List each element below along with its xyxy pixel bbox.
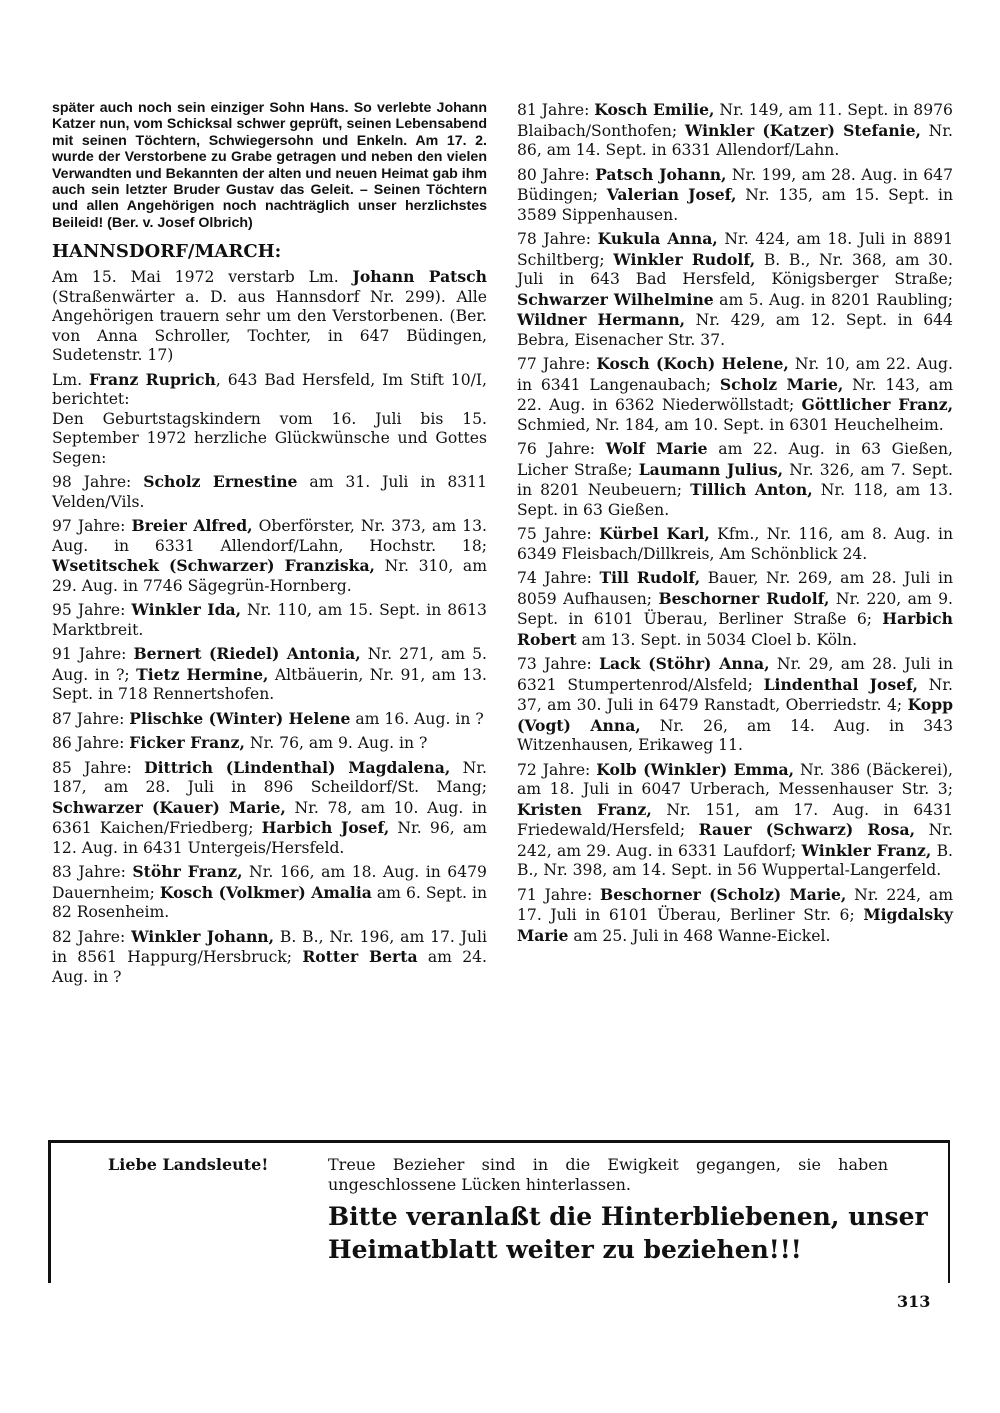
birthday-entry [52, 516, 487, 596]
person-name: Kosch (Volkmer) Amalia [159, 882, 372, 902]
entry-text: am 25. Juli in 468 Wanne-Eickel. [568, 926, 831, 945]
appeal-emphasis: Bitte veranlaßt die Hinterbliebenen, unser Heimatblatt weiter zu beziehen!!! [328, 1202, 928, 1264]
birthday-entry [517, 524, 953, 564]
entry-text: 73 Jahre: [517, 655, 600, 673]
person-name: Dittrich (Lindenthal) Magdalena, [144, 757, 451, 777]
greeting-paragraph: Den Geburtstagskindern vom 16. Juli bis 15. September 1972 herzliche Glückwünsche und Gottes Segen: [52, 409, 487, 467]
entry-text: am 22. Aug. in 63 Gießen, Licher Straße; [517, 440, 953, 479]
person-name: Winkler Ida, [131, 600, 242, 620]
obituary-name: Johann Patsch [352, 267, 487, 287]
birthday-entry [517, 439, 953, 520]
person-name: Wsetitschek (Schwarzer) Franziska, [52, 556, 375, 576]
entry-text: Nr. 151, am 17. Aug. in 6431 Friedewald/Hersfeld; [517, 800, 953, 839]
entry-text: Nr. 386 (Bäckerei), am 18. Juli in 6047 Urberach, Messenhauser Str. 3; [517, 760, 953, 798]
person-name: Winkler (Katzer) Stefanie, [684, 120, 921, 140]
intro-paragraph: später auch noch sein einziger Sohn Hans. So verlebte Johann Katzer nun, vom Schicksal schwer geprüft, seinen Lebensabend mit seinen Töchtern, Schwiegersohn und Enkeln. Am 17. 2. wurde der Verstorbene zu Grabe getragen und neben den vielen Verwandten und Bekannten der alten und neuen Heimat gab ihm auch sein letzter Bruder Gustav das Geleit. – Seinen Töchtern und allen Angehörigen noch nachträglich unser herzlichstes Beileid! (Ber. v. Josef Olbrich) [52, 100, 487, 231]
person-name: Scholz Marie, [719, 374, 844, 394]
person-name: Beschorner (Scholz) Marie, [600, 884, 847, 904]
entry-text: Nr. 166, am 18. Aug. in 6479 Dauernheim; [52, 863, 487, 902]
entry-text: am 5. Aug. in 8201 Raubling; [713, 290, 953, 309]
entry-text: Nr. 271, am 5. Aug. in ?; [52, 645, 487, 684]
left-column [52, 100, 487, 991]
person-name: Tillich Anton, [690, 480, 813, 499]
entry-text: 76 Jahre: [517, 440, 606, 458]
person-name: Valerian Josef, [606, 185, 737, 204]
entry-text: Nr. 37, am 30. Juli in 6479 Ranstadt, Oberriedstr. 4; [517, 675, 953, 714]
entry-text: Nr. 199, am 28. Aug. in 647 Büdingen; [517, 165, 953, 204]
entry-text: Schmied, Nr. 184, am 10. Sept. in 6301 Heuchelheim. [517, 415, 944, 434]
birthday-entry [517, 885, 953, 947]
entry-text: Nr. 76, am 9. Aug. in ? [244, 734, 428, 753]
report-text: Lm. [52, 370, 89, 389]
obituary-text: (Straßenwärter a. D. aus Hannsdorf Nr. 299). Alle Angehörigen trauern sehr um den Verstorbenen. (Ber. von Anna Schroller, Tochter, in 647 Büdingen, Sudetenstr. 17) [52, 287, 487, 365]
person-name: Till Rudolf, [599, 568, 701, 587]
entry-text: Nr. 110, am 15. Sept. in 8613 Marktbreit. [52, 601, 487, 639]
person-name: Wolf Marie [605, 439, 708, 458]
birthday-entry [517, 165, 953, 226]
entry-text: Nr. 326, am 7. Sept. in 8201 Neubeuern; [517, 460, 953, 499]
birthday-entry [52, 758, 487, 859]
entry-text: Bauer, Nr. 269, am 28. Juli in 8059 Aufhausen; [517, 569, 953, 608]
entry-text: Nr. 135, am 15. Sept. in 3589 Sippenhausen. [517, 186, 953, 224]
person-name: Lack (Stöhr) Anna, [599, 654, 770, 673]
section-heading: HANNSDORF/MARCH: [52, 241, 282, 263]
entry-text: 81 Jahre: [517, 101, 595, 119]
entry-text: Nr. 29, am 28. Juli in 6321 Stumpertenrod/Alsfeld; [517, 655, 953, 694]
birthday-entry [52, 600, 487, 640]
birthday-entry [52, 709, 487, 730]
person-name: Winkler Franz, [801, 840, 932, 860]
entry-text: 87 Jahre: [52, 709, 130, 728]
entry-text: B. B., Nr. 398, am 14. Sept. in 56 Wuppertal-Langerfeld. [517, 841, 953, 879]
entry-text: Nr. 187, am 28. Juli in 896 Scheildorf/St. Mang; [52, 758, 487, 797]
appeal-salutation: Liebe Landsleute! [108, 1155, 269, 1174]
entry-text: 85 Jahre: [52, 758, 145, 777]
entry-text: 97 Jahre: [52, 517, 132, 536]
entry-text: 77 Jahre: [517, 355, 597, 373]
birthday-entry [517, 760, 953, 881]
entry-text: 91 Jahre: [52, 645, 134, 664]
person-name: Wildner Hermann, [517, 310, 686, 329]
page-number: 313 [897, 1292, 931, 1311]
person-name: Kukula Anna, [597, 229, 718, 248]
entry-text: Nr. 78, am 10. Aug. in 6361 Kaichen/Friedberg; [52, 798, 487, 838]
entry-text: Nr. 224, am 17. Juli in 6101 Überau, Berliner Str. 6; [517, 885, 953, 924]
entry-text: 83 Jahre: [52, 863, 133, 882]
report-text: , 643 Bad Hersfeld, Im Stift 10/I, berichtet: [52, 370, 487, 409]
entry-text: am 24. Aug. in ? [52, 948, 487, 986]
reporter-name: Franz Ruprich [89, 369, 216, 389]
entry-text: am 13. Sept. in 5034 Cloel b. Köln. [576, 630, 858, 649]
appeal-text: Treue Bezieher sind in die Ewigkeit gegangen, sie haben ungeschlossene Lücken hinterlassen. [328, 1155, 888, 1194]
birthday-list-left [52, 472, 487, 987]
person-name: Scholz Ernestine [143, 472, 298, 492]
entry-text: 80 Jahre: [517, 165, 596, 184]
person-name: Kolb (Winkler) Emma, [596, 759, 795, 779]
person-name: Plischke (Winter) Helene [129, 708, 351, 728]
birthday-entry [52, 644, 487, 705]
right-column [517, 100, 953, 950]
person-name: Bernert (Riedel) Antonia, [133, 644, 361, 664]
person-name: Beschorner Rudolf, [658, 588, 830, 608]
person-name: Rauer (Schwarz) Rosa, [698, 820, 915, 839]
entry-text: Nr. 10, am 22. Aug. in 6341 Langenaubach; [517, 355, 953, 394]
entry-text: 74 Jahre: [517, 569, 600, 587]
birthday-entry [52, 472, 487, 512]
entry-text: Nr. 429, am 12. Sept. in 644 Bebra, Eisenacher Str. 37. [517, 311, 953, 349]
person-name: Patsch Johann, [595, 164, 727, 184]
person-name: Migdalsky Marie [517, 905, 953, 945]
entry-text: am 16. Aug. in ? [350, 709, 484, 728]
entry-text: Nr. 26, am 14. Aug. in 343 Witzenhausen, Erikaweg 11. [517, 716, 954, 754]
person-name: Tietz Hermine, [136, 664, 269, 684]
report-line [52, 370, 487, 410]
birthday-entry [52, 733, 487, 754]
birthday-entry [52, 862, 487, 923]
entry-text: 98 Jahre: [52, 473, 144, 492]
entry-text: 95 Jahre: [52, 601, 132, 620]
birthday-entry [517, 354, 953, 435]
entry-text: 75 Jahre: [517, 525, 600, 543]
entry-text: Nr. 86, am 14. Sept. in 6331 Allendorf/Lahn. [517, 121, 953, 159]
person-name: Breier Alfred, [131, 516, 253, 536]
obituary-text: Am 15. Mai 1972 verstarb Lm. [52, 268, 353, 287]
entry-text: Nr. 143, am 22. Aug. in 6362 Niederwöllstadt; [517, 375, 953, 414]
entry-text: Altbäuerin, Nr. 91, am 13. Sept. in 718 Rennertshofen. [52, 665, 487, 704]
person-name: Harbich Josef, [261, 818, 390, 838]
entry-text: Oberförster, Nr. 373, am 13. Aug. in 6331 Allendorf/Lahn, Hochstr. 18; [52, 517, 487, 555]
entry-text: Kfm., Nr. 116, am 8. Aug. in 6349 Fleisbach/Dillkreis, Am Schönblick 24. [517, 525, 953, 563]
entry-text: Nr. 149, am 11. Sept. in 8976 Blaibach/Sonthofen; [517, 101, 953, 140]
birthday-entry [517, 568, 953, 650]
person-name: Kristen Franz, [517, 799, 652, 819]
person-name: Kosch (Koch) Helene, [596, 354, 789, 373]
person-name: Harbich Robert [517, 609, 953, 649]
person-name: Göttlicher Franz, [801, 395, 953, 414]
entry-text: am 6. Sept. in 82 Rosenheim. [52, 883, 487, 922]
entry-text: 86 Jahre: [52, 734, 130, 753]
entry-text: 78 Jahre: [517, 230, 598, 248]
entry-text: B. B., Nr. 196, am 17. Juli in 8561 Happurg/Hersbruck; [52, 927, 487, 967]
person-name: Kürbel Karl, [599, 524, 710, 543]
person-name: Laumann Julius, [638, 459, 784, 479]
entry-text: Nr. 242, am 29. Aug. in 6331 Laufdorf; [517, 821, 953, 860]
obituary-paragraph [52, 267, 487, 366]
person-name: Winkler Rudolf, [613, 249, 756, 269]
person-name: Kopp (Vogt) Anna, [517, 695, 953, 735]
birthday-entry [517, 100, 953, 161]
person-name: Rotter Berta [302, 947, 418, 967]
birthday-entry [517, 229, 953, 350]
person-name: Schwarzer Wilhelmine [517, 289, 714, 309]
birthday-entry [517, 654, 953, 756]
entry-text: am 31. Juli in 8311 Velden/Vils. [52, 473, 488, 511]
person-name: Kosch Emilie, [594, 100, 715, 119]
entry-text: Nr. 310, am 29. Aug. in 7746 Sägegrün-Hornberg. [52, 557, 487, 595]
entry-text: Nr. 118, am 13. Sept. in 63 Gießen. [517, 481, 953, 519]
person-name: Ficker Franz, [129, 733, 245, 753]
entry-text: B. B., Nr. 368, am 30. Juli in 643 Bad Hersfeld, Königsberger Straße; [517, 250, 953, 288]
entry-text: 82 Jahre: [52, 927, 132, 946]
entry-text: Nr. 96, am 12. Aug. in 6431 Untergeis/Hersfeld. [52, 819, 487, 857]
entry-text: 71 Jahre: [517, 885, 601, 904]
birthday-list-right [517, 100, 953, 946]
birthday-entry [52, 927, 487, 988]
person-name: Lindenthal Josef, [763, 674, 918, 694]
person-name: Winkler Johann, [131, 926, 275, 946]
entry-text: Nr. 424, am 18. Juli in 8891 Schiltberg; [517, 230, 953, 269]
person-name: Stöhr Franz, [132, 862, 243, 882]
entry-text: Nr. 220, am 9. Sept. in 6101 Überau, Berliner Straße 6; [517, 589, 953, 628]
person-name: Schwarzer (Kauer) Marie, [52, 797, 286, 817]
entry-text: 72 Jahre: [517, 760, 597, 779]
